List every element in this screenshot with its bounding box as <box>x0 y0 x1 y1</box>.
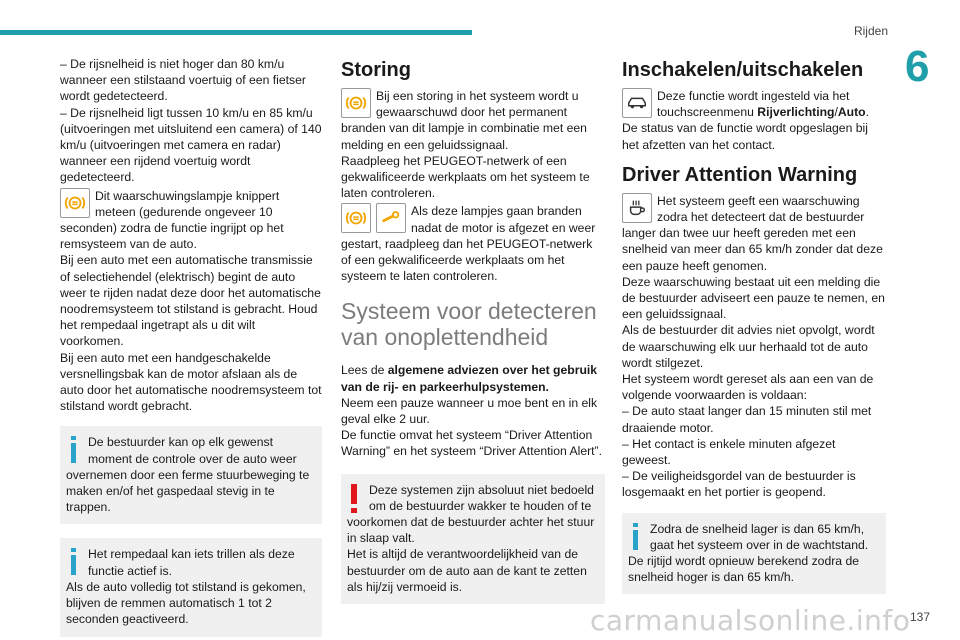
service-wrench-icon <box>376 203 406 233</box>
car-settings-icon <box>622 88 652 118</box>
note-text: De bestuurder kan op elk gewenst moment de controle over de auto weer overnemen door een ferme stuurbeweging te maken en/of het gaspedaal stevig in te trappen. <box>66 435 310 515</box>
heading-storing: Storing <box>341 59 411 81</box>
paragraph: De functie omvat het systeem “Driver Attention Warning” en het systeem “Driver Attention Alert”. <box>341 428 602 459</box>
paragraph: Als de bestuurder dit advies niet opvolgt, wordt de waarschuwing elk uur herhaald tot de auto wordt stilgezet. <box>622 323 875 370</box>
paragraph: Bij een auto met een handgeschakelde versnellingsbak kan de motor afslaan als de auto door het automatische noodremsysteem tot stilstand wordt gebracht. <box>60 350 322 414</box>
heading-switching: Inschakelen/uitschakelen <box>622 59 864 81</box>
paragraph: – Het contact is enkele minuten afgezet geweest. <box>622 436 836 468</box>
emergency-brake-warning-lamp-icon <box>341 88 371 118</box>
paragraph: Bij een auto met een automatische transmissie of selectiehendel (elektrisch) begint de auto weer te rijden nadat deze door het automatische noodremsysteem tot stilstand is gebracht. Houd het rempedaal ingetrapt als u dit wilt voorkomen. <box>60 253 321 349</box>
note-text: Het is altijd de verantwoordelijkheid van de bestuurder om de auto aan de kant te zetten als hij/zij vermoeid is. <box>347 547 587 594</box>
note-text: Het rempedaal kan iets trillen als deze functie actief is. <box>88 547 295 578</box>
paragraph: – De veiligheidsgordel van de bestuurder is losgemaakt en het portier is geopend. <box>622 469 856 500</box>
paragraph: Neem een pauze wanneer u moe bent en in elk geval elke 2 uur. <box>341 395 598 427</box>
note-text: De rijtijd wordt opnieuw berekend zodra de snelheid hoger is dan 65 km/h. <box>628 554 860 585</box>
note-text: Als de auto volledig tot stilstand is gekomen, blijven de remmen automatisch 1 tot 2 seconden geactiveerd. <box>66 579 306 627</box>
info-note <box>60 538 322 636</box>
paragraph: Bij een storing in het systeem wordt u gewaarschuwd door het permanent branden van dit lampje in combinatie met een melding en een geluidssignaal. <box>341 89 587 152</box>
column-3 <box>622 56 886 594</box>
warning-note <box>341 474 605 604</box>
emergency-brake-warning-lamp-icon <box>60 188 90 218</box>
info-icon <box>628 523 644 553</box>
info-note <box>60 426 322 524</box>
paragraph: De status van de functie wordt opgeslagen bij het afzetten van het contact. <box>622 121 868 152</box>
note-text: Zodra de snelheid lager is dan 65 km/h, gaat het systeem over in de wachtstand. <box>650 521 869 552</box>
header-accent-bar <box>0 30 472 35</box>
paragraph: – De auto staat langer dan 15 minuten stil met draaiende motor. <box>622 404 872 435</box>
column-1 <box>60 56 322 637</box>
paragraph: Raadpleeg het PEUGEOT-netwerk of een gekwalificeerde werkplaats om het systeem te laten controleren. <box>341 153 590 201</box>
paragraph: – De rijsnelheid ligt tussen 10 km/u en 85 km/u (uitvoeringen met uitsluitend een camera) of 140 km/u (uitvoeringen met camera en radar) wanneer een rijdend voertuig wordt gedetecteerd. <box>60 105 322 185</box>
emergency-brake-warning-lamp-icon <box>341 203 371 233</box>
page-number: 137 <box>909 610 930 624</box>
info-icon <box>66 436 82 466</box>
paragraph: – De rijsnelheid is niet hoger dan 80 km/u wanneer een stilstaand voertuig of een fietser wordt gedetecteerd. <box>60 57 306 104</box>
paragraph: Dit waarschuwingslampje knippert meteen (gedurende ongeveer 10 seconden) zodra de functie ingrijpt op het remsysteem van de auto. <box>60 188 284 252</box>
chapter-number: 6 <box>905 42 930 91</box>
note-text: Deze systemen zijn absoluut niet bedoeld om de bestuurder wakker te houden of te voorkomen dat de bestuurder achter het stuur in slaap valt. <box>347 482 595 546</box>
paragraph: Lees de algemene adviezen over het gebruik van de rij- en parkeerhulpsystemen. <box>341 363 598 394</box>
section-title: Rijden <box>853 24 888 38</box>
info-note <box>622 513 886 595</box>
paragraph: Het systeem geeft een waarschuwing zodra het detecteert dat de bestuurder langer dan twee uur heeft gereden met een snelheid van meer dan 65 km/h zonder dat deze een pauze heeft genomen. <box>622 193 883 273</box>
paragraph: Deze waarschuwing bestaat uit een melding die de bestuurder adviseert een pauze te nemen, en een geluidssignaal. <box>622 274 885 322</box>
warning-exclamation-icon <box>347 484 363 514</box>
paragraph: Het systeem wordt gereset als aan een van de volgende voorwaarden is voldaan: <box>622 372 874 403</box>
watermark: carmanualsonline.info <box>590 604 911 637</box>
coffee-cup-icon <box>622 193 652 223</box>
heading-attention-system: Systeem voor detecteren van onoplettendheid <box>341 298 597 351</box>
column-2 <box>341 56 605 604</box>
info-icon <box>66 548 82 578</box>
heading-driver-attention-warning: Driver Attention Warning <box>622 163 858 186</box>
paragraph: Als deze lampjes gaan branden nadat de motor is afgezet en weer gestart, raadpleeg dan het PEUGEOT-netwerk of een gekwalificeerde werkplaats om het systeem te laten controleren. <box>341 204 596 284</box>
paragraph: Deze functie wordt ingesteld via het touchscreenmenu Rijverlichting/Auto. <box>657 89 870 120</box>
